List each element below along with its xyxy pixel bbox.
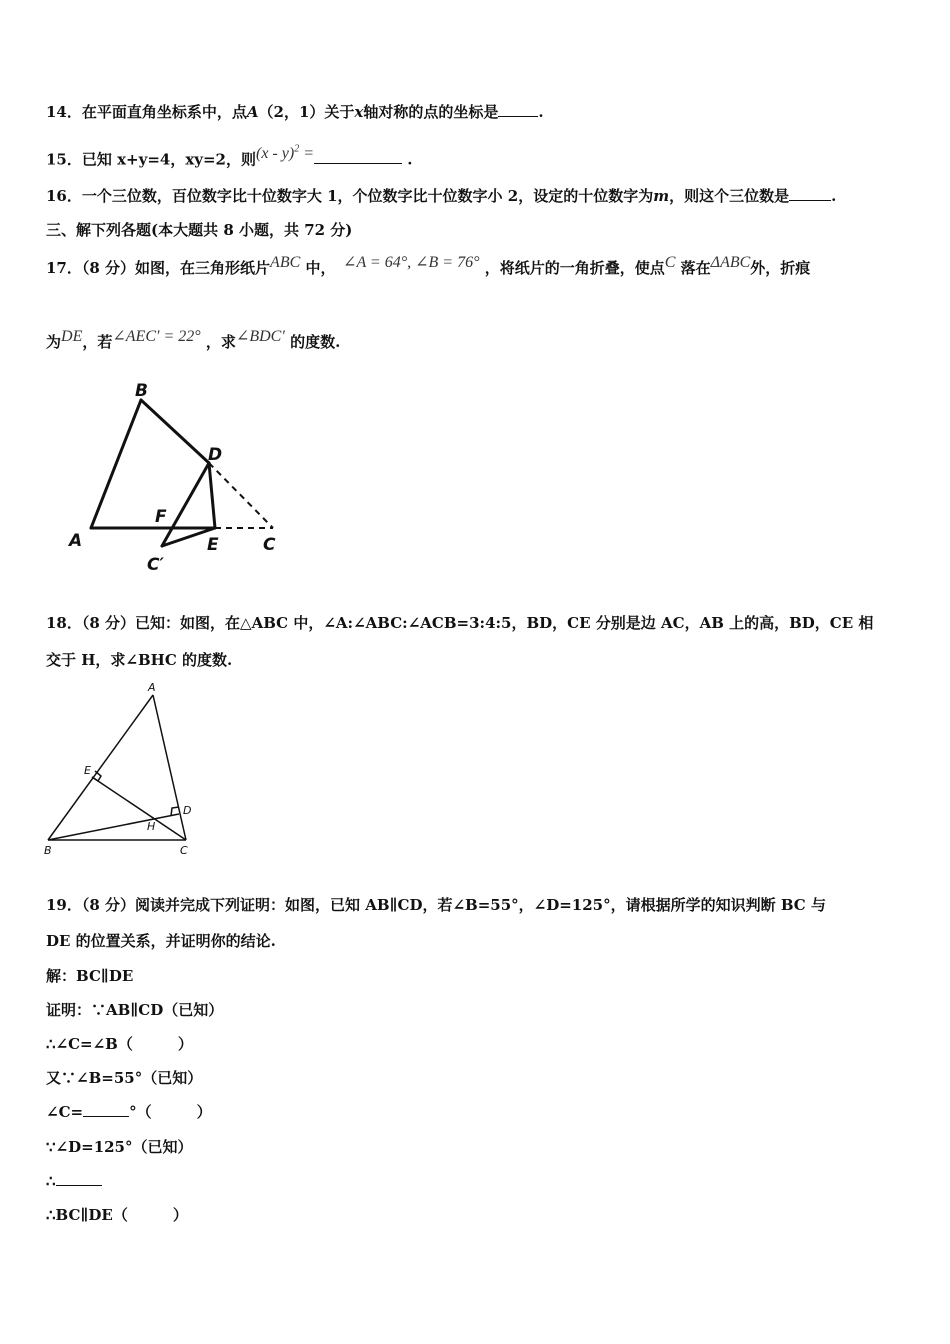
q14-mid: 关于	[324, 103, 355, 121]
q19-step-3	[46, 1102, 910, 1122]
q15-expression	[256, 145, 314, 162]
question-19-line-1: 19．（8 分）阅读并完成下列证明：如图，已知 AB∥CD，若∠B=55°，∠D=125°，请根据所学的知识判断 BC 与	[46, 896, 826, 914]
fig17-side-bd	[141, 400, 209, 463]
q14-prefix: 14．在平面直角坐标系中，点	[46, 103, 247, 121]
fig18-label-d: D	[183, 804, 192, 817]
question-16	[46, 186, 910, 206]
q17-mid3: 落在	[680, 259, 711, 277]
q19-proof: 证明：∵AB∥CD（已知）	[46, 1001, 224, 1019]
q16-end: .	[831, 187, 837, 205]
q17-mid2: ，将纸片的一角折叠，使点	[484, 259, 665, 277]
fig17-label-c-prime: C′	[147, 555, 164, 575]
fig18-label-c: C	[180, 844, 188, 857]
fig18-altitude-bd	[48, 814, 179, 840]
q14-point: A	[246, 103, 259, 121]
question-14	[46, 102, 910, 122]
fig17-label-f: F	[155, 507, 167, 527]
q17-condition: ∠AEC′ = 22°	[112, 328, 201, 345]
q14-end: .	[538, 103, 544, 121]
fig17-label-a: A	[69, 531, 83, 551]
question-18-line-1: 18．（8 分）已知：如图，在△ABC 中，∠A:∠ABC:∠ACB=3:4:5，BD，CE 分别是边 AC，AB 上的高，BD，CE 相	[46, 614, 874, 632]
q19-step-4: ∵∠D=125°（已知）	[46, 1138, 193, 1156]
q19-solution: 解：BC∥DE	[46, 967, 134, 985]
fig18-side-ab	[48, 695, 156, 840]
question-15	[46, 146, 910, 170]
question-17-line-1	[46, 254, 910, 279]
q15-expr: (x - y)	[256, 145, 295, 163]
q19-step-1: ∴∠C=∠B（ ）	[46, 1035, 193, 1053]
q14-answer-blank	[498, 102, 538, 117]
q15-exponent: 2	[294, 144, 300, 155]
q17-line2-prefix: 为	[46, 333, 62, 351]
fig17-label-d: D	[208, 445, 223, 465]
q17-line2-mid: ，若	[82, 333, 113, 351]
fig17-label-e: E	[207, 535, 219, 555]
q17-angles: ∠A = 64°, ∠B = 76°	[343, 254, 480, 271]
q14-axis: x	[354, 103, 364, 121]
q14-suffix: 轴对称的点的坐标是	[363, 103, 499, 121]
q15-answer-blank	[314, 155, 402, 164]
section-3-title: 三、解下列各题(本大题共 8 小题，共 72 分)	[46, 221, 353, 239]
fig17-dashed-dc	[209, 463, 273, 528]
fig18-label-b: B	[44, 844, 52, 857]
q17-de: DE	[61, 328, 83, 345]
q15-prefix: 15．已知 x+y=4，xy=2，则	[46, 150, 256, 169]
q17-line2-mid2: ，求	[205, 333, 236, 351]
q17-line2-suffix: 的度数.	[290, 333, 341, 351]
fig17-side-ab	[91, 400, 141, 528]
q19-step-6: ∴BC∥DE（ ）	[46, 1206, 188, 1224]
q15-eq: =	[303, 145, 314, 163]
fig17-label-c: C	[263, 535, 276, 555]
q19-step5-blank	[56, 1171, 102, 1186]
question-18-line-2: 交于 H，求∠BHC 的度数.	[46, 651, 233, 669]
q17-triangle2: ΔABC	[710, 254, 751, 271]
q19-step3-blank	[83, 1102, 129, 1117]
q15-end: .	[407, 150, 413, 169]
q17-mid1: 中，	[305, 259, 329, 277]
q16-prefix: 16．一个三位数，百位数字比十位数字大 1，个位数字比十位数字小 2，设定的十位数字为	[46, 187, 654, 205]
q17-target: ∠BDC′	[235, 328, 285, 345]
q17-point: C	[664, 254, 676, 271]
figure-17	[55, 378, 295, 578]
fig18-label-e: E	[84, 764, 91, 777]
fig18-right-angle-e	[92, 771, 101, 781]
q16-answer-blank	[789, 186, 831, 201]
question-19-line-2: DE 的位置关系，并证明你的结论.	[46, 932, 276, 950]
q16-suffix: ，则这个三位数是	[669, 187, 790, 205]
fig18-label-a: A	[148, 681, 156, 694]
q17-suffix: 外，折痕	[750, 259, 811, 277]
q19-step-2: 又∵∠B=55°（已知）	[46, 1069, 203, 1087]
q17-triangle: ABC	[270, 254, 301, 271]
q19-step3-suffix: °（ ）	[129, 1103, 212, 1121]
figure-18	[40, 680, 210, 860]
q14-coords: （2，1）	[258, 103, 325, 121]
question-17-line-2	[46, 328, 910, 353]
q19-step5-prefix: ∴	[46, 1172, 56, 1190]
q17-prefix: 17．（8 分）如图，在三角形纸片	[46, 259, 271, 277]
q16-var: m	[653, 187, 670, 205]
q19-step3-prefix: ∠C=	[46, 1103, 84, 1121]
q19-step-5	[46, 1171, 910, 1191]
fig17-fold-de	[209, 463, 215, 528]
fig18-label-h: H	[147, 820, 156, 833]
fig17-label-b: B	[135, 381, 148, 401]
